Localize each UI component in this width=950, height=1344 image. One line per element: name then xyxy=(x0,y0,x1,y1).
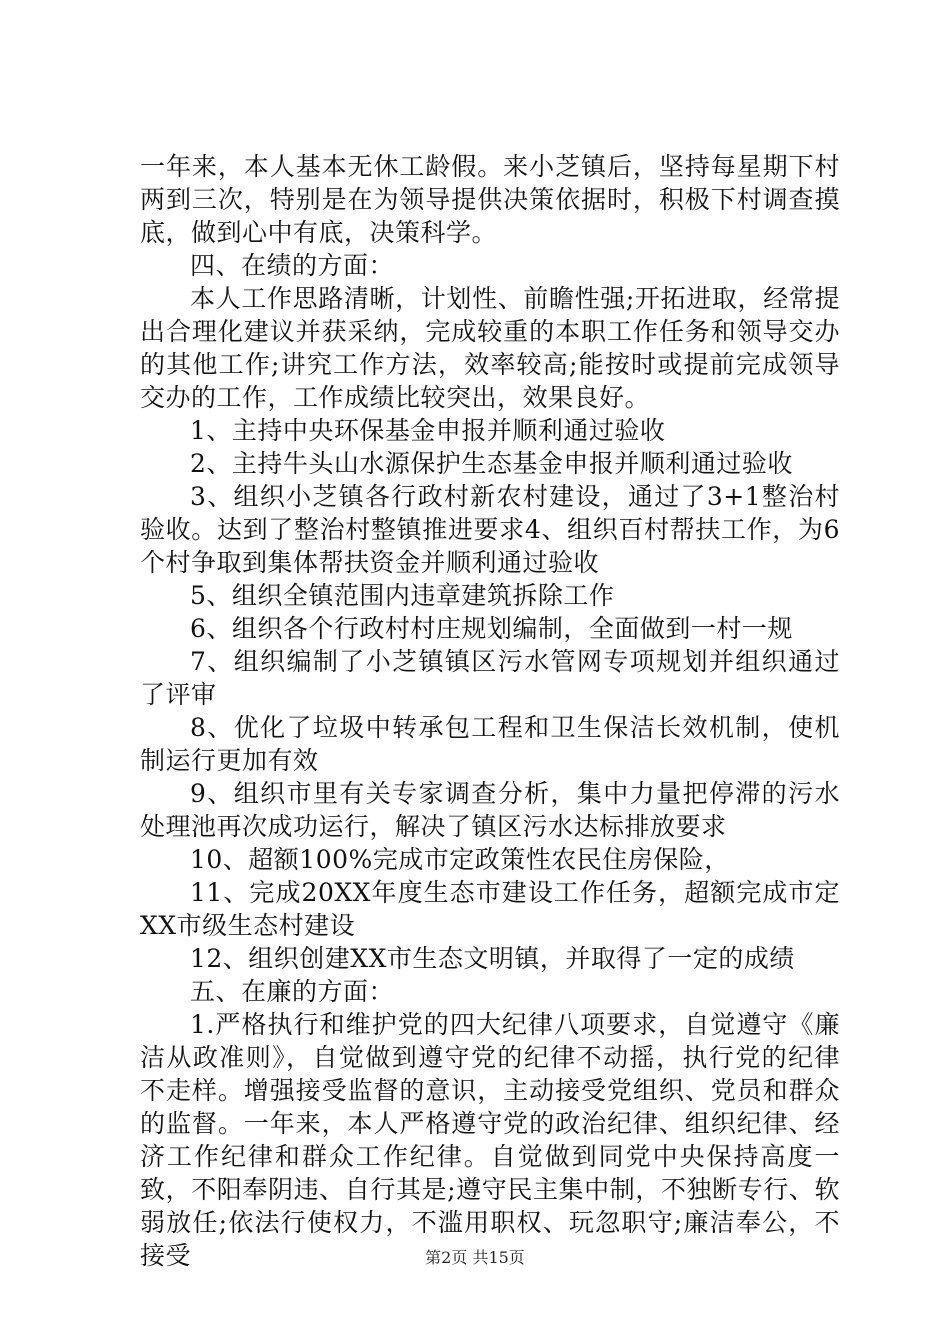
paragraph-1: 一年来，本人基本无休工龄假。来小芝镇后，坚持每星期下村两到三次，特别是在为领导提供决策依据时，积极下村调查摸底，做到心中有底，决策科学。 xyxy=(140,152,840,247)
paragraph-3: 本人工作思路清晰，计划性、前瞻性强;开拓进取，经常提出合理化建议并获采纳，完成较重的本职工作任务和领导交办的其他工作;讲究工作方法，效率较高;能按时或提前完成领导交办的工作，工作成绩比较突出，效果良好。 xyxy=(140,284,840,412)
list-item-10: 10、超额100%完成市定政策性农民住房保险， xyxy=(190,845,730,874)
list-item-2: 2、主持牛头山水源保护生态基金申报并顺利通过验收 xyxy=(190,449,793,478)
list-item-1: 1、主持中央环保基金申报并顺利通过验收 xyxy=(190,416,666,445)
list-item-6: 6、组织各个行政村村庄规划编制，全面做到一村一规 xyxy=(190,614,793,643)
page-number-label: 第2页 共15页 xyxy=(425,1248,525,1267)
list-item-5: 5、组织全镇范围内违章建筑拆除工作 xyxy=(190,581,615,610)
paragraph-integrity-1: 1.严格执行和维护党的四大纪律八项要求，自觉遵守《廉洁从政准则》，自觉做到遵守党的纪律不动摇，执行党的纪律不走样。增强接受监督的意识，主动接受党组织、党员和群众的监督。一年来，本人严格遵守党的政治纪律、组织纪律、经济工作纪律和群众工作纪律。自觉做到同党中央保持高度一致，不阳奉阴违、自行其是;遵守民主集中制，不独断专行、软弱放任;依法行使权力，不滥用职权、玩忽职守;廉洁奉公，不接受 xyxy=(140,1010,840,1270)
document-body xyxy=(140,150,840,1272)
list-item-8: 8、优化了垃圾中转承包工程和卫生保洁长效机制，使机制运行更加有效 xyxy=(140,713,840,775)
list-item-9: 9、组织市里有关专家调查分析，集中力量把停滞的污水处理池再次成功运行，解决了镇区污水达标排放要求 xyxy=(140,779,840,841)
list-item-7: 7、组织编制了小芝镇镇区污水管网专项规划并组织通过了评审 xyxy=(140,647,840,709)
paragraph-2: 四、在绩的方面： xyxy=(190,251,395,280)
list-item-11: 11、完成20XX年度生态市建设工作任务，超额完成市定XX市级生态村建设 xyxy=(140,878,840,940)
list-item-3: 3、组织小芝镇各行政村新农村建设，通过了3+1整治村验收。达到了整治村整镇推进要求4、组织百村帮扶工作，为6个村争取到集体帮扶资金并顺利通过验收 xyxy=(140,482,840,577)
page-footer xyxy=(0,1245,950,1268)
list-item-12: 12、组织创建XX市生态文明镇，并取得了一定的成绩 xyxy=(190,944,795,973)
section-heading-5: 五、在廉的方面： xyxy=(190,977,395,1006)
